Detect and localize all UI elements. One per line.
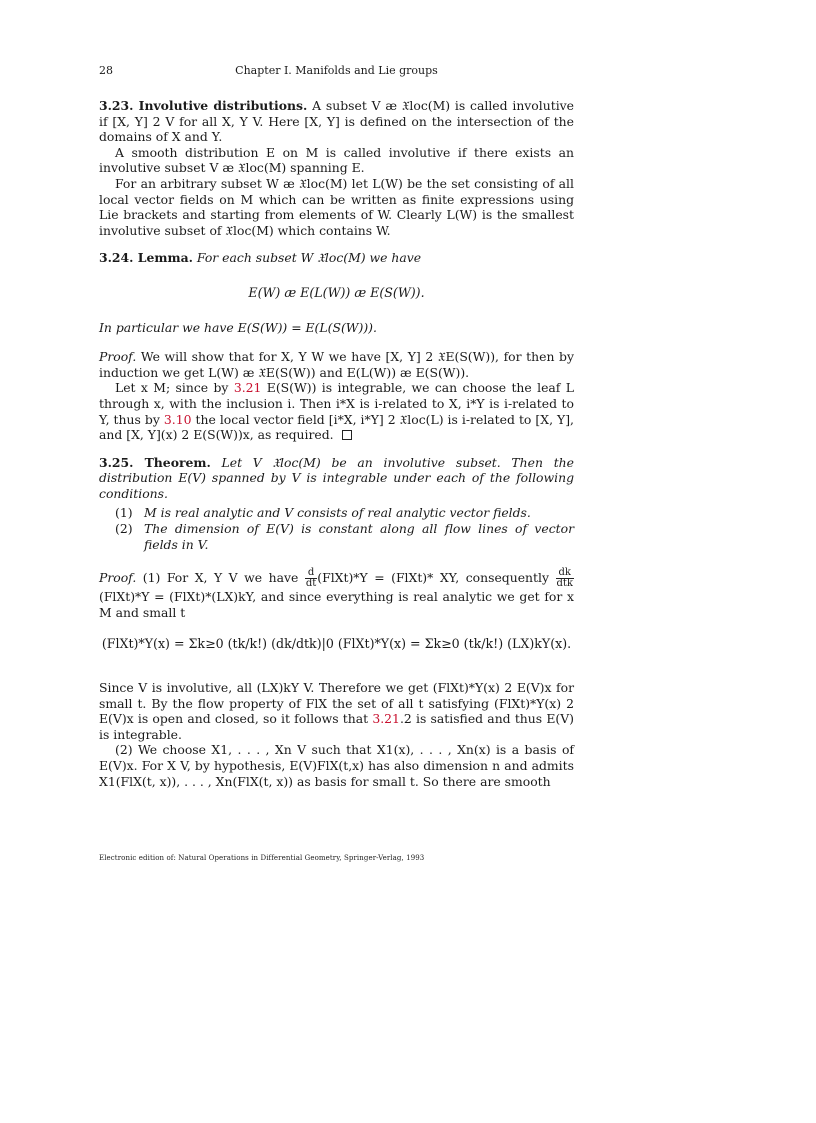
fraction-denominator: dtk — [556, 578, 573, 590]
section-3-23-paragraph-1 — [99, 98, 574, 145]
lemma-3-24 — [99, 250, 574, 266]
proof-text: Let x M; since by — [115, 380, 229, 396]
edition-footer: Electronic edition of: Natural Operations in Differential Geometry, Springer-Verlag, 1993 — [99, 854, 425, 862]
list-item-text: The dimension of E(V) is constant along all flow lines of vector fields in V. — [144, 521, 574, 552]
theorem-3-25-heading: 3.25. Theorem. — [99, 454, 211, 470]
page-body — [99, 64, 574, 789]
lemma-3-24-display: E(W) æ E(L(W)) æ E(S(W)). — [248, 284, 425, 300]
lemma-3-24-particular: In particular we have E(S(W)) = E(L(S(W))). — [99, 319, 377, 335]
fraction-denominator: dt — [305, 578, 317, 590]
lemma-3-24-proof-paragraph-2 — [99, 380, 574, 442]
qed-square-icon — [342, 430, 352, 440]
section-3-23-paragraph-3: For an arbitrary subset W æ 𝔛loc(M) let L(W) be the set consisting of all local vector fields on M which can be written as finite expressions using Lie brackets and starting from elements of W. Clearly L(W) is the smallest involutive subset of 𝔛loc(M) which contains W. — [99, 175, 574, 238]
theorem-3-25-conditions — [99, 505, 574, 552]
proof-text: Since V is involutive, all (LX)kY V. Therefore we get (FlXt)*Y(x) 2 E(V)x for small t. By the flow property of FlX the set of all t satisfying (FlXt)*Y(x) 2 E(V)x is open and closed, so it follows that — [99, 680, 574, 727]
reference-3-10-link[interactable]: 3.10 — [163, 411, 192, 427]
page-number: 28 — [99, 64, 113, 77]
proof-text: We will show that for X, Y W we have [X, Y] 2 𝔛E(S(W)), for then by induction we get L(W) æ 𝔛E(S(W)) and E(L(W)) æ E(S(W)). — [99, 349, 574, 380]
theorem-3-25-proof-paragraph-3: (2) We choose X1, . . . , Xn V such that X1(x), . . . , Xn(x) is a basis of E(V)x. For X V, by hypothesis, E(V)FlX(t,x) has also dimension n and admits X1(FlX(t, x)), . . . , Xn(FlX(t, x)) as basis for small t. So there are smooth — [99, 742, 574, 789]
proof-text: E(S(W)) is integrable, we can choose the leaf L through x, with the inclusion i. Then i*X is i-related to X, i*Y is i-related to Y, thus by — [99, 380, 574, 427]
proof-text: (FlXt)*Y = (FlXt)* XY, consequently — [317, 570, 549, 586]
list-item — [99, 521, 574, 552]
list-item-text: M is real analytic and V consists of real analytic vector fields. — [144, 505, 531, 521]
lemma-3-24-heading: 3.24. Lemma. — [99, 250, 193, 266]
running-header — [99, 64, 574, 84]
theorem-3-25-proof-paragraph-2 — [99, 680, 574, 742]
theorem-3-25 — [99, 455, 574, 502]
chapter-title: Chapter I. Manifolds and Lie groups — [235, 64, 438, 77]
fraction-numerator: d — [305, 568, 317, 579]
section-3-23-text: A subset V æ 𝔛loc(M) is called involutive if [X, Y] 2 V for all X, Y V. Here [X, Y] is defined on the intersection of the domains of X and Y. — [99, 98, 574, 145]
section-3-23-paragraph-2: A smooth distribution E on M is called involutive if there exists an involutive subset V æ 𝔛loc(M) spanning E. — [99, 144, 574, 176]
section-3-23-heading: 3.23. Involutive distributions. — [99, 98, 308, 113]
lemma-3-24-proof-paragraph-1 — [99, 349, 574, 380]
list-item — [99, 505, 574, 521]
fraction-d-dt — [305, 568, 317, 589]
lemma-3-24-statement: For each subset W 𝔛loc(M) we have — [196, 250, 422, 266]
theorem-3-25-display: (FlXt)*Y(x) = Σk≥0 (tk/k!) (dk/dtk)|0 (FlXt)*Y(x) = Σk≥0 (tk/k!) (LX)kY(x). — [101, 636, 572, 652]
list-item-number: (2) — [115, 521, 133, 537]
proof-text: (FlXt)*Y = (FlXt)*(LX)kY, and since everything is real analytic we get for x M and small t — [99, 589, 574, 620]
proof-label: Proof. — [99, 349, 137, 365]
proof-text: .2 is satisfied and thus E(V) is integrable. — [99, 711, 574, 742]
fraction-dk-dtk — [556, 568, 574, 589]
fraction-numerator: dk — [556, 568, 574, 579]
proof-label: Proof. — [99, 570, 137, 586]
proof-text: the local vector field [i*X, i*Y] 2 𝔛loc(L) is i-related to [X, Y], and [X, Y](x) 2 E(S(W))x, as required. — [99, 411, 574, 443]
reference-3-21-link[interactable]: 3.21 — [233, 380, 262, 396]
list-item-number: (1) — [115, 505, 133, 521]
theorem-3-25-statement: Let V 𝔛loc(M) be an involutive subset. Then the distribution E(V) spanned by V is integrable under each of the following conditions. — [99, 454, 574, 501]
reference-3-21-2-link[interactable]: 3.21 — [372, 711, 400, 727]
theorem-3-25-proof-paragraph-1 — [99, 568, 574, 620]
proof-text: (1) For X, Y V we have — [142, 570, 299, 586]
